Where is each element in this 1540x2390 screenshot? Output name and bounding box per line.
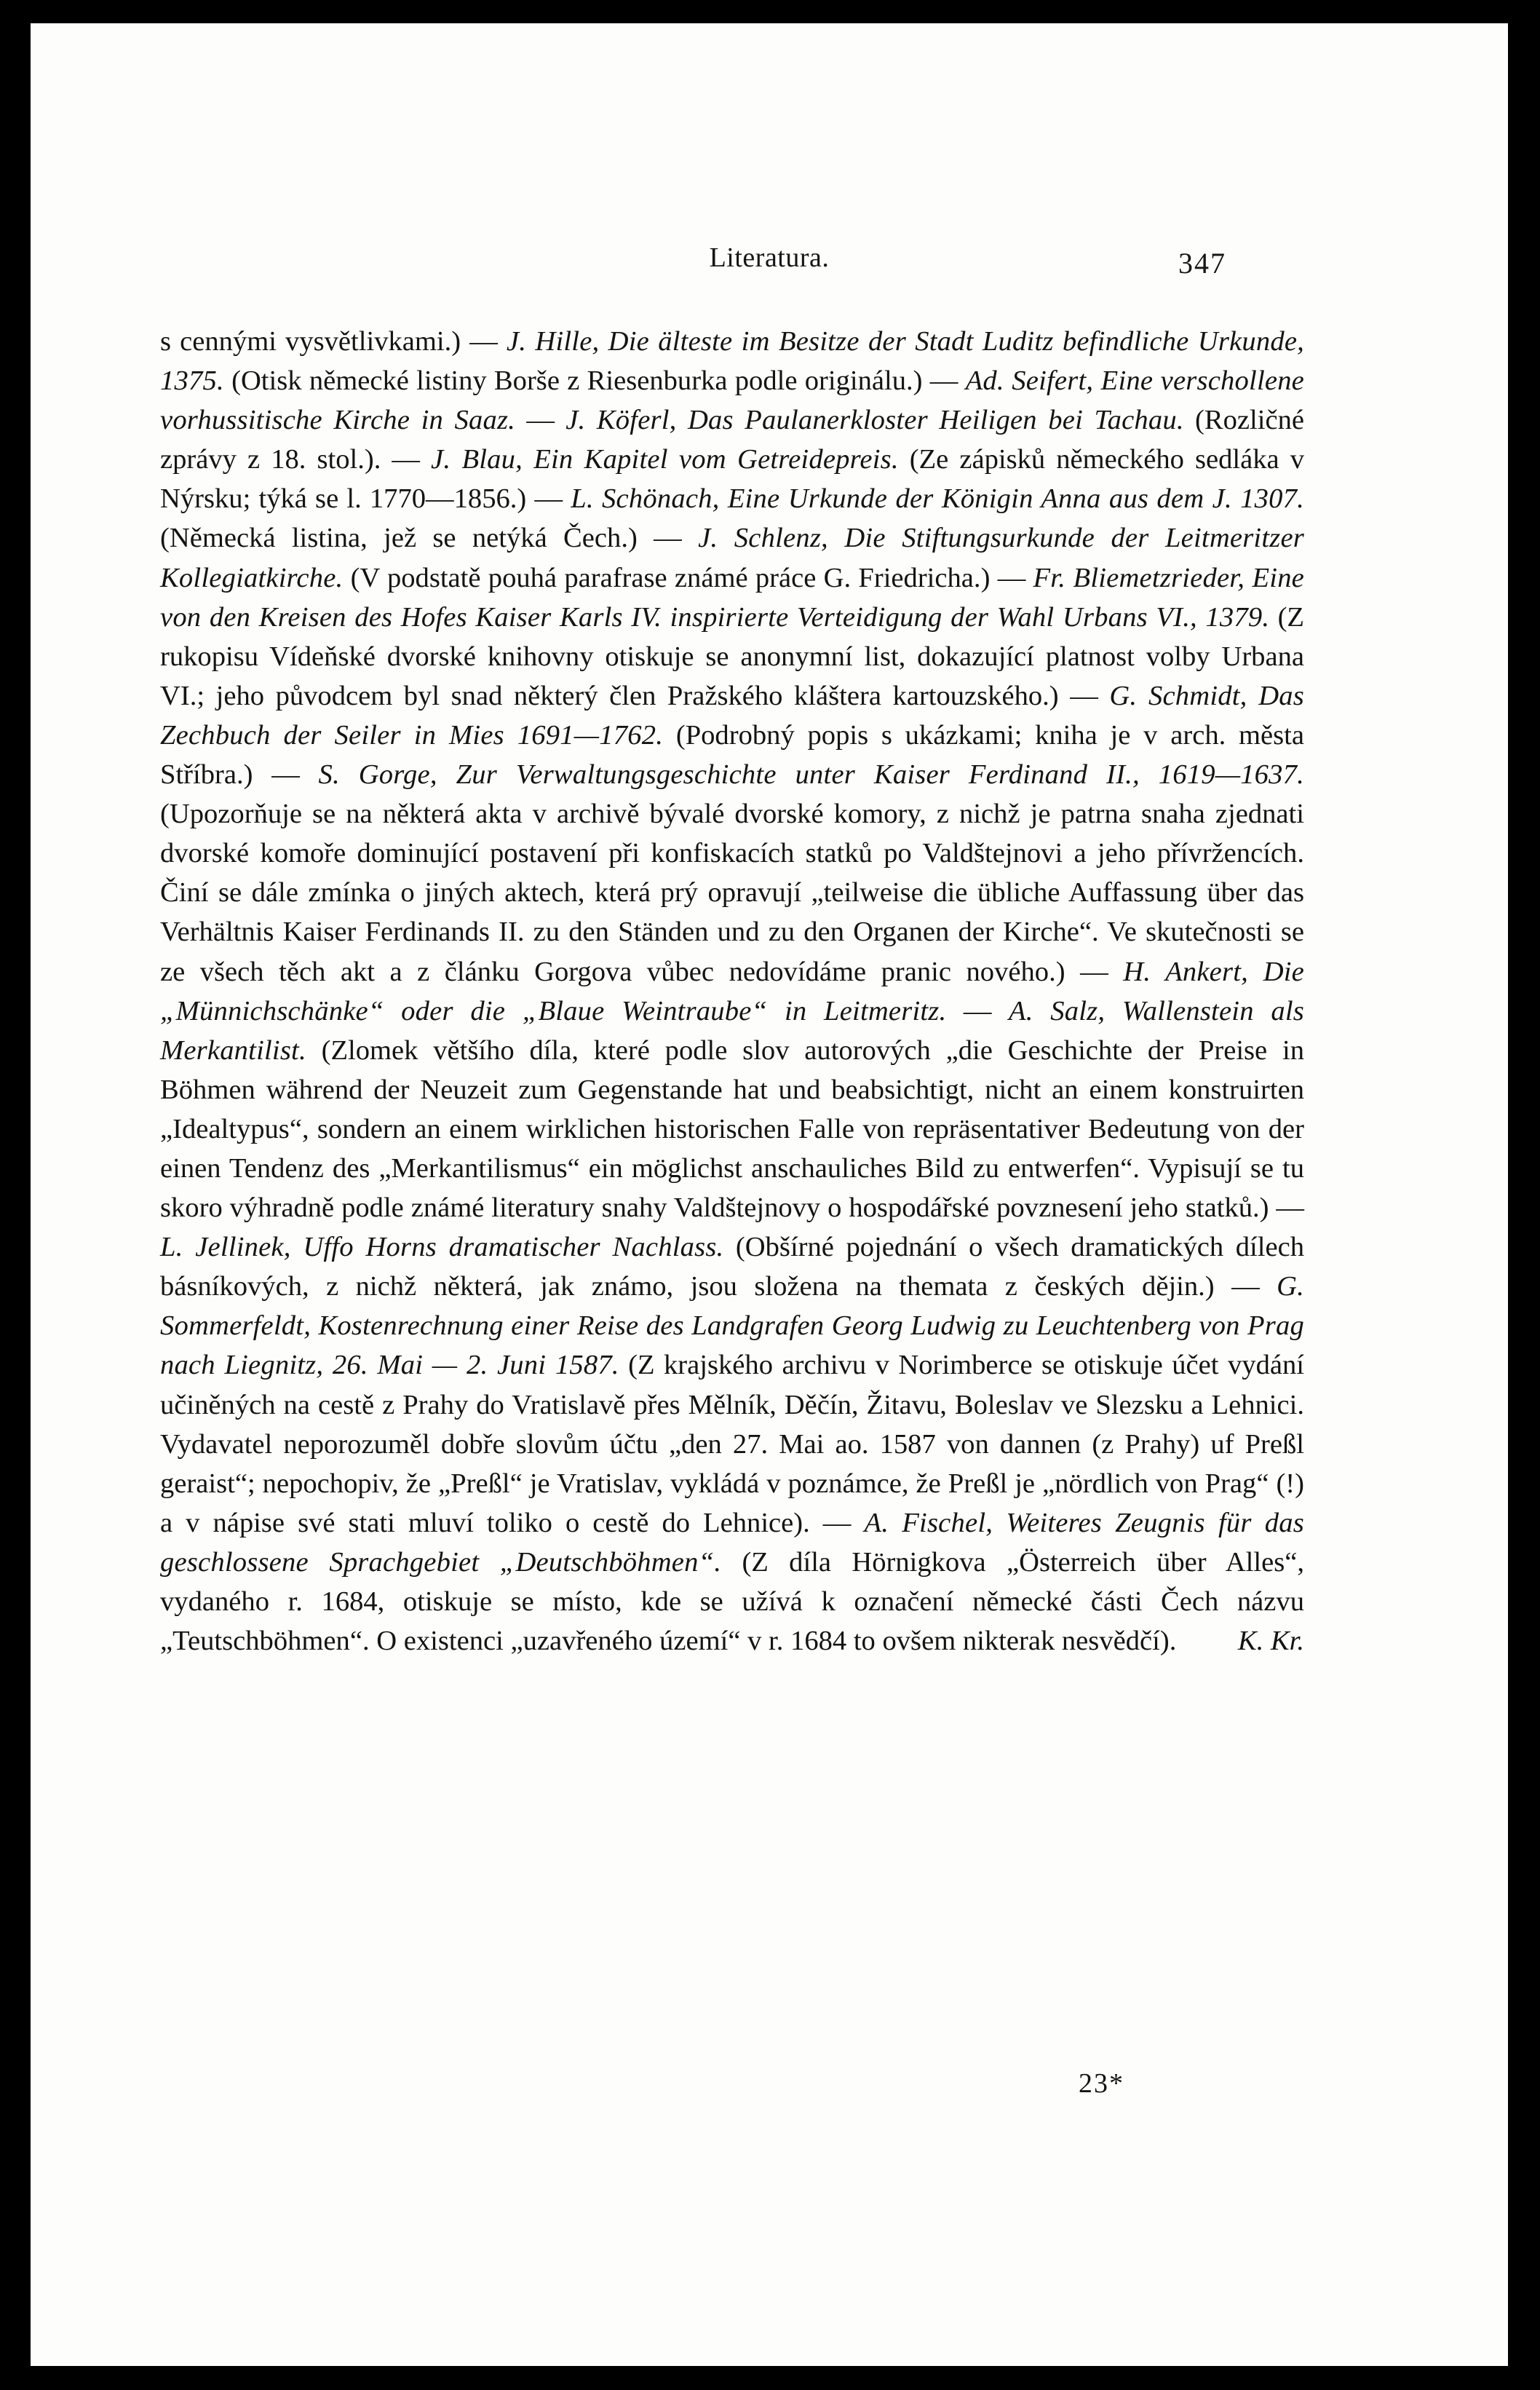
citation-title: G. Schmidt, Das Zechbuch der Seiler in Mies 1691—1762. (160, 680, 1304, 751)
text-run: (Německá listina, jež se netýká Čech.) — (160, 523, 699, 554)
citation-title: L. Schönach, Eine Urkunde der Königin Anna aus dem J. 1307. (571, 483, 1304, 515)
signature-mark: 23* (1079, 2068, 1124, 2099)
text-run: (Podrobný popis s ukázkami; kniha je v arch. města Stříbra.) — (160, 719, 1304, 791)
text-run: (Z krajského archivu v Norimberce se otiskuje účet vydání učiněných na cestě z Prahy do Vratislavě přes Mělník, Děčín, Žitavu, Boleslav ve Slezsku a Lehnici. Vydavatel neporozuměl dobře slovům účtu „den 27. Mai ao. 1587 von dannen (z Prahy) uf Preßl geraist“; nepochopiv, že „Preßl“ je Vratislav, vykládá v poznámce, že Preßl je „nördlich von Prag“ (!) a v nápise své stati mluví toliko o cestě do Lehnice). — (160, 1350, 1304, 1538)
citation-title: S. Gorge, Zur Verwaltungsgeschichte unter Kaiser Ferdinand II., 1619—1637. (318, 759, 1304, 791)
citation-title: L. Jellinek, Uffo Horns dramatischer Nachlass. (160, 1232, 724, 1263)
citation-title: A. Salz, Wallenstein als Merkantilist. (160, 995, 1304, 1066)
citation-title: J. Hille, Die älteste im Besitze der Stadt Luditz befindliche Urkunde, 1375. (160, 326, 1304, 397)
page-header (31, 242, 1508, 285)
text-run: (Otisk německé listiny Borše z Riesenburka podle originálu.) — (223, 365, 966, 397)
citation-title: J. Köferl, Das Paulanerkloster Heiligen bei Tachau. (565, 405, 1184, 436)
body-text (160, 322, 1304, 1661)
text-run: (Rozličné zprávy z 18. stol.). — (160, 405, 1304, 475)
text-run: (V podstatě pouhá parafrase známé práce G. Friedricha.) — (343, 562, 1033, 593)
text-run: (Z díla Hörnigkova „Österreich über Alles“, vydaného r. 1684, otiskuje se místo, kde se užívá k označení německé části Čech názvu „Teutschböhmen“. O existenci „uzavřeného území“ v r. 1684 to ovšem nikterak nesvědčí). (160, 1546, 1305, 1657)
text-run: — (946, 995, 1009, 1026)
text-run: (Z rukopisu Vídeňské dvorské knihovny otiskuje se anonymní list, dokazující platnost volby Urbana VI.; jeho původcem byl snad některý člen Pražského kláštera kartouzského.) — (160, 601, 1304, 711)
text-run: s cennými vysvětlivkami.) — (160, 326, 507, 357)
author-initials: K. Kr. (1237, 1626, 1304, 1657)
text-run: — (515, 405, 566, 436)
citation-title: G. Sommerfeldt, Kostenrechnung einer Reise des Landgrafen Georg Ludwig zu Leuchtenberg von Prag nach Liegnitz, 26. Mai — 2. Juni 1587. (160, 1271, 1304, 1381)
text-run: (Zlomek většího díla, které podle slov autorových „die Geschichte der Preise in Böhmen während der Neuzeit zum Gegenstande hat und beabsichtigt, nicht an einem konstruirten „Idealtypus“, sondern an einem wirklichen historischen Falle von repräsentativer Bedeutung von der einen Tendenz des „Merkantilismus“ ein möglichst anschauliches Bild zu entwerfen“. Vypisují se tu skoro výhradně podle známé literatury snahy Valdštejnovy o hospodářské povznesení jeho statků.) — (160, 1034, 1304, 1224)
citation-title: A. Fischel, Weiteres Zeugnis für das geschlossene Sprachgebiet „Deutschböhmen“. (160, 1507, 1305, 1578)
running-title: Literatura. (709, 242, 830, 273)
citation-title: Ad. Seifert, Eine verschollene vorhussitische Kirche in Saaz. (160, 365, 1305, 436)
citation-title: J. Schlenz, Die Stiftungsurkunde der Leitmeritzer Kollegiatkirche. (160, 523, 1304, 593)
citation-title: H. Ankert, Die „Münnichschänke“ oder die „Blaue Weintraube“ in Leitmeritz. (160, 956, 1304, 1026)
text-run: (Obšírné pojednání o všech dramatických dílech básníkových, z nichž některá, jak známo, jsou složena na themata z českých dějin.) — (160, 1232, 1304, 1302)
text-run: (Upozorňuje se na některá akta v archivě bývalé dvorské komory, z nichž je patrna snaha zjednati dvorské komoře dominující postavení při konfiskacích statků po Valdštejnovi a jeho přívržencích. Činí se dále zmínka o jiných aktech, která prý opravují „teilweise die übliche Auffassung über das Verhältnis Kaiser Ferdinands II. zu den Ständen und zu den Organen der Kirche“. Ve skutečnosti se ze všech těch akt a z článku Gorgova vůbec nedovídáme pranic nového.) — (160, 799, 1304, 987)
paragraph (160, 322, 1304, 1661)
text-run: (Ze zápisků německého sedláka v Nýrsku; týká se l. 1770—1856.) — (160, 444, 1304, 515)
book-page (31, 23, 1508, 2366)
citation-title: J. Blau, Ein Kapitel vom Getreidepreis. (431, 444, 899, 475)
page-number: 347 (1178, 247, 1226, 280)
citation-title: Fr. Bliemetzrieder, Eine von den Kreisen des Hofes Kaiser Karls IV. inspirierte Verteidigung der Wahl Urbans VI., 1379. (160, 562, 1305, 633)
